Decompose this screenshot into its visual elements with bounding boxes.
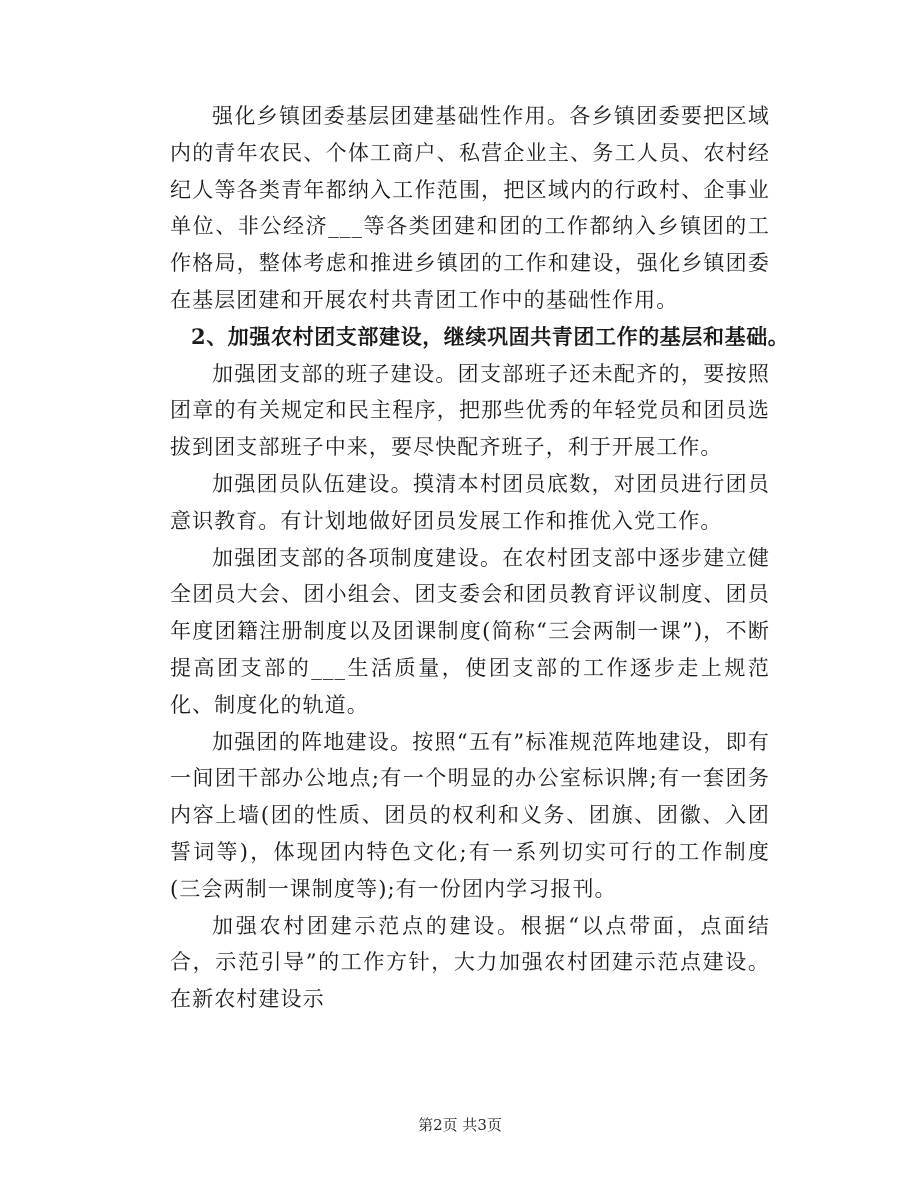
paragraph-branch-leadership: 加强团支部的班子建设。团支部班子还未配齐的，要按照团章的有关规定和民主程序，把那些优秀的年轻党员和团员选拔到团支部班子中来，要尽快配齐班子，利于开展工作。 <box>170 361 770 460</box>
page-number-footer: 第2页 共3页 <box>418 1116 502 1134</box>
paragraph-branch-systems: 加强团支部的各项制度建设。在农村团支部中逐步建立健全团员大会、团小组会、团支委会和团员教育评议制度、团员年度团籍注册制度以及团课制度(简称“三会两制一课”)，不断提高团支部的___生活质量，使团支部的工作逐步走上规范化、制度化的轨道。 <box>170 545 770 717</box>
paragraph-demonstration-sites: 加强农村团建示范点的建设。根据“以点带面，点面结合，示范引导”的工作方针，大力加强农村团建示范点建设。在新农村建设示 <box>170 913 770 1012</box>
section-heading-branch-building: 2、加强农村团支部建设，继续巩固共青团工作的基层和基础。 <box>191 323 790 349</box>
document-body <box>170 98 790 1018</box>
paragraph-member-team: 加强团员队伍建设。摸清本村团员底数，对团员进行团员意识教育。有计划地做好团员发展工作和推优入党工作。 <box>170 471 770 533</box>
paragraph-township-league: 强化乡镇团委基层团建基础性作用。各乡镇团委要把区域内的青年农民、个体工商户、私营企业主、务工人员、农村经纪人等各类青年都纳入工作范围，把区域内的行政村、企事业单位、非公经济___等各类团建和团的工作都纳入乡镇团的工作格局，整体考虑和推进乡镇团的工作和建设，强化乡镇团委在基层团建和开展农村共青团工作中的基础性作用。 <box>170 104 770 312</box>
paragraph-position-building: 加强团的阵地建设。按照“五有”标准规范阵地建设，即有一间团干部办公地点;有一个明显的办公室标识牌;有一套团务内容上墙(团的性质、团员的权利和义务、团旗、团徽、入团誓词等)，体现团内特色文化;有一系列切实可行的工作制度(三会两制一课制度等);有一份团内学习报刊。 <box>170 729 770 901</box>
